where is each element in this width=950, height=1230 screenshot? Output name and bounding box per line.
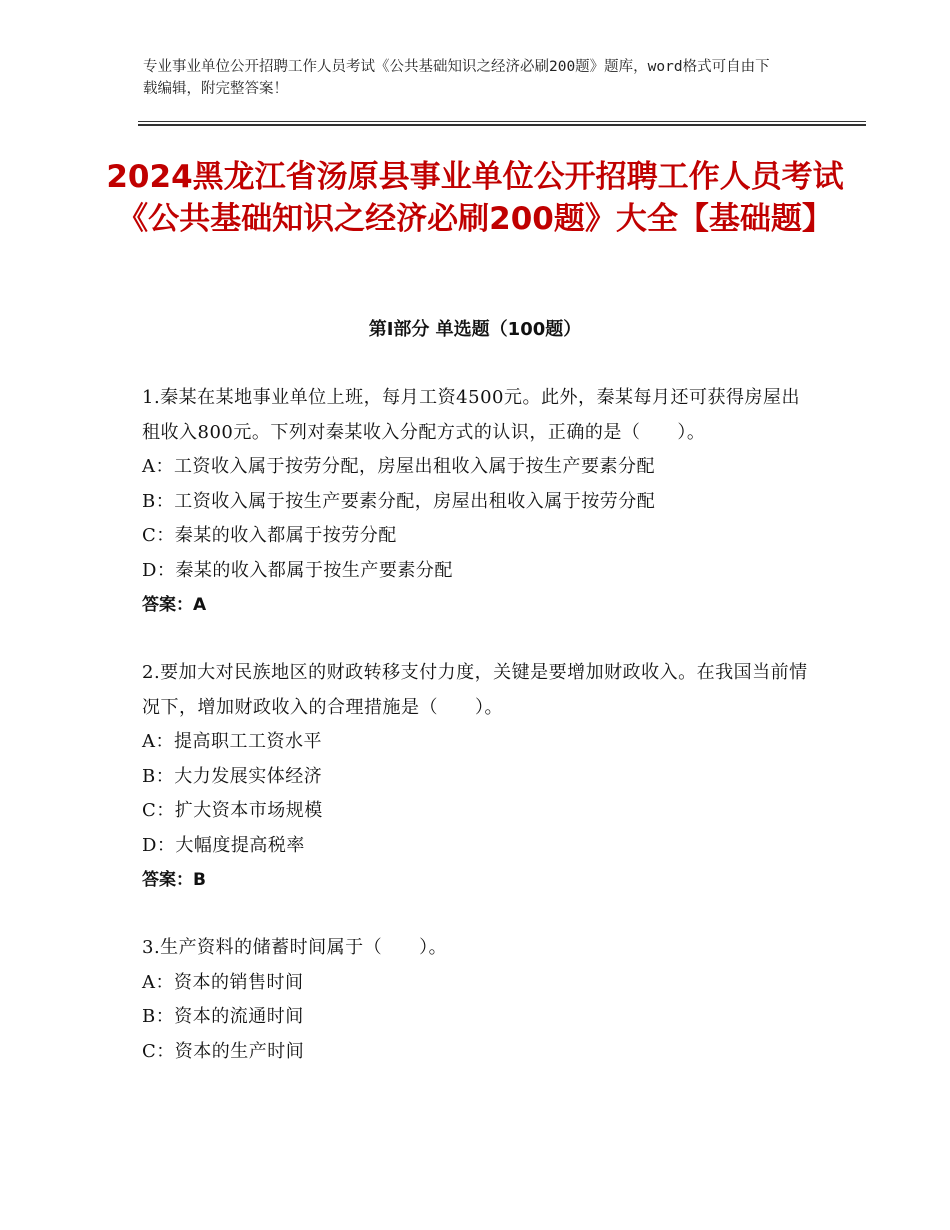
option-b: B：资本的流通时间	[142, 1006, 304, 1027]
header-divider-thick	[138, 124, 866, 126]
option-c: C：秦某的收入都属于按劳分配	[142, 525, 397, 546]
question-stem: 1.秦某在某地事业单位上班，每月工资4500元。此外，秦某每月还可获得房屋出租收入800元。下列对秦某收入分配方式的认识，正确的是（ ）。	[142, 387, 800, 443]
question-stem: 3.生产资料的储蓄时间属于（ ）。	[142, 937, 448, 958]
option-a: A：提高职工工资水平	[142, 731, 322, 752]
answer-line: 答案：A	[142, 595, 207, 615]
header-note: 专业事业单位公开招聘工作人员考试《公共基础知识之经济必刷200题》题库，word格式可自由下载编辑，附完整答案！	[143, 59, 770, 97]
option-b: B：大力发展实体经济	[142, 765, 323, 787]
question-1	[142, 381, 812, 622]
option-a: A：工资收入属于按劳分配，房屋出租收入属于按生产要素分配	[142, 456, 655, 477]
option-a: A：资本的销售时间	[142, 971, 304, 993]
question-2	[142, 656, 812, 897]
option-c: C：资本的生产时间	[142, 1040, 305, 1062]
question-3	[142, 931, 812, 1069]
option-d: D：大幅度提高税率	[142, 834, 305, 856]
question-stem: 2.要加大对民族地区的财政转移支付力度，关键是要增加财政收入。在我国当前情况下，增加财政收入的合理措施是（ ）。	[142, 662, 808, 718]
answer-line: 答案：B	[142, 870, 206, 890]
question-list	[142, 381, 812, 1103]
option-c: C：扩大资本市场规模	[142, 800, 323, 821]
document-title: 2024黑龙江省汤原县事业单位公开招聘工作人员考试《公共基础知识之经济必刷200题》大全【基础题】	[106, 159, 844, 237]
header-divider	[138, 121, 866, 122]
section-heading: 第Ⅰ部分 单选题（100题）	[368, 319, 582, 340]
option-d: D：秦某的收入都属于按生产要素分配	[142, 559, 453, 581]
option-b: B：工资收入属于按生产要素分配，房屋出租收入属于按劳分配	[142, 490, 656, 512]
